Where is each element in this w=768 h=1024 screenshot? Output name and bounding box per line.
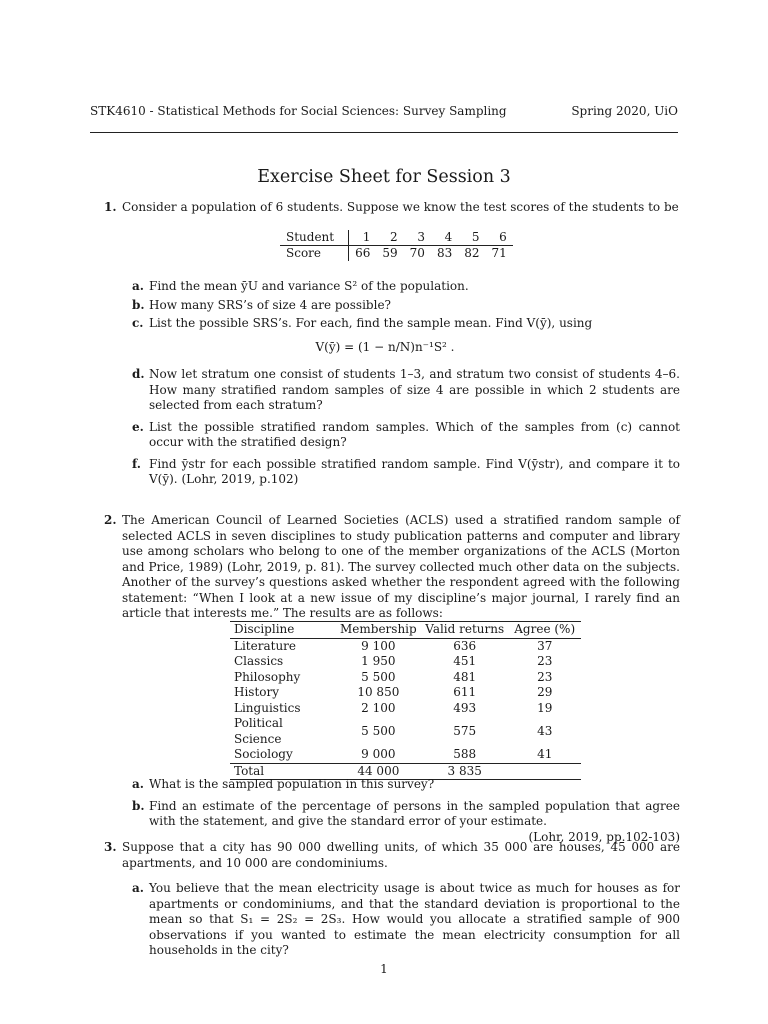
exercise-intro: Suppose that a city has 90 000 dwelling units, of which 35 000 are houses, 45 000 are apartments, and 10 000 are condominiums. bbox=[122, 840, 680, 870]
page-title: Exercise Sheet for Session 3 bbox=[257, 167, 511, 187]
table-cell: 493 bbox=[453, 700, 477, 715]
item-label: d. bbox=[132, 367, 145, 381]
table-cell: 1 bbox=[349, 230, 377, 246]
table-cell: 3 835 bbox=[421, 763, 509, 780]
table-header-row bbox=[230, 622, 581, 639]
table-cell: 9 100 bbox=[361, 638, 396, 653]
table-cell: 5 bbox=[458, 230, 485, 246]
table-cell: 10 850 bbox=[357, 685, 400, 699]
page-number: 1 bbox=[380, 962, 388, 976]
item-text: How many SRS’s of size 4 are possible? bbox=[149, 297, 391, 312]
item-text: Now let stratum one consist of students 1–3, and stratum two consist of students 4–6. How many stratified random samples of size 4 are possible in which 2 students are selected from each stratum? bbox=[149, 367, 680, 412]
list-item bbox=[122, 457, 680, 488]
table-cell: 59 bbox=[382, 246, 398, 260]
scores-table bbox=[280, 230, 513, 261]
table-cell: 66 bbox=[355, 246, 371, 260]
item-text: You believe that the mean electricity usage is about twice as much for houses as for apartments or condominiums, and that the standard deviation is proportional to the mean so that S₁ = 2S₂ = 2S₃. How would you allocate a stratified sample of 900 observations if you wanted to estimate the mean electricity consumption for all households in the city? bbox=[149, 881, 680, 957]
table-cell: 23 bbox=[537, 654, 553, 668]
table-cell: History bbox=[234, 685, 280, 699]
row-label: Student bbox=[280, 230, 349, 246]
exercise-1 bbox=[90, 200, 680, 216]
table-cell: 9 000 bbox=[361, 747, 396, 761]
list-item bbox=[122, 420, 680, 451]
table-row bbox=[280, 246, 513, 262]
item-label: a. bbox=[132, 777, 144, 791]
course-title: STK4610 - Statistical Methods for Social Sciences: Survey Sampling bbox=[90, 104, 507, 118]
item-label: e. bbox=[132, 419, 144, 434]
table-cell: 588 bbox=[453, 747, 477, 761]
table-row bbox=[230, 638, 581, 654]
table-cell: 23 bbox=[537, 669, 553, 684]
item-text: What is the sampled population in this survey? bbox=[149, 777, 435, 791]
table-row bbox=[230, 685, 581, 701]
table-cell: Sociology bbox=[234, 747, 293, 761]
table-cell: 83 bbox=[436, 246, 453, 260]
table-cell: 5 500 bbox=[361, 723, 396, 738]
list-item bbox=[122, 279, 680, 295]
variance-equation: V(ȳ) = (1 − n/N)n⁻¹S² . bbox=[315, 339, 455, 354]
term-label: Spring 2020, UiO bbox=[571, 104, 678, 118]
list-item bbox=[122, 298, 680, 314]
table-row bbox=[280, 230, 513, 246]
exercise-number: 2. bbox=[104, 513, 117, 527]
exercise-2 bbox=[90, 513, 680, 622]
item-label: a. bbox=[132, 881, 144, 895]
table-cell: 70 bbox=[409, 246, 425, 260]
row-label: Score bbox=[280, 246, 349, 262]
reference: (Lohr, 2019, pp.102-103) bbox=[528, 829, 680, 844]
table-cell: 611 bbox=[453, 685, 477, 699]
column-header: Membership bbox=[336, 622, 421, 639]
item-text bbox=[149, 798, 680, 844]
table-cell: 481 bbox=[453, 669, 477, 684]
table-cell: 41 bbox=[537, 747, 553, 761]
table-cell: 5 500 bbox=[361, 669, 396, 684]
table-cell: Linguistics bbox=[234, 700, 301, 715]
table-row bbox=[230, 701, 581, 717]
list-item bbox=[122, 367, 680, 414]
item-text: Find ȳstr for each possible stratified random sample. Find V(ȳstr), and compare it to V(ȳ). (Lohr, 2019, p.102) bbox=[149, 456, 680, 486]
item-label: b. bbox=[132, 798, 145, 813]
table-cell: 43 bbox=[537, 723, 553, 738]
exercise-3 bbox=[90, 840, 680, 959]
list-item bbox=[122, 798, 680, 844]
table-cell: 37 bbox=[537, 638, 553, 653]
exercise-1-items bbox=[90, 276, 680, 488]
table-cell: 2 100 bbox=[361, 700, 396, 715]
table-cell: Philosophy bbox=[234, 669, 301, 684]
table-cell: 575 bbox=[453, 723, 477, 738]
column-header: Discipline bbox=[230, 622, 336, 639]
item-text: Find the mean ȳU and variance S² of the population. bbox=[149, 279, 469, 293]
table-cell: 6 bbox=[486, 230, 513, 246]
table-cell: 3 bbox=[404, 230, 431, 246]
table-row bbox=[230, 670, 581, 686]
exercise-2-items bbox=[90, 774, 680, 845]
table-cell: 2 bbox=[376, 230, 403, 246]
item-label: b. bbox=[132, 297, 145, 312]
table-cell: Total bbox=[230, 763, 336, 780]
column-header: Agree (%) bbox=[509, 622, 581, 639]
list-item bbox=[122, 881, 680, 959]
table-row bbox=[230, 747, 581, 763]
item-text: List the possible stratified random samples. Which of the samples from (c) cannot occur with the stratified design? bbox=[149, 419, 680, 449]
table-cell: 4 bbox=[431, 230, 458, 246]
page-header bbox=[90, 104, 678, 120]
list-item bbox=[122, 777, 680, 793]
table-cell: Political Science bbox=[234, 716, 283, 746]
table-cell: 71 bbox=[491, 246, 507, 260]
item-label: c. bbox=[132, 316, 144, 330]
table-cell: Classics bbox=[234, 654, 284, 668]
table-cell: 1 950 bbox=[361, 654, 396, 668]
exercise-number: 3. bbox=[104, 840, 117, 854]
header-rule bbox=[90, 132, 678, 133]
table-cell: 44 000 bbox=[336, 763, 421, 780]
table-cell: 451 bbox=[453, 654, 477, 668]
table-row bbox=[230, 654, 581, 670]
item-label: a. bbox=[132, 279, 144, 293]
table-cell: 636 bbox=[453, 638, 477, 653]
exercise-intro: Consider a population of 6 students. Suppose we know the test scores of the students to be bbox=[122, 200, 679, 214]
list-item bbox=[122, 316, 680, 332]
table-cell: 29 bbox=[537, 685, 553, 699]
item-text: List the possible SRS’s. For each, find the sample mean. Find V(ȳ), using bbox=[149, 316, 593, 330]
exercise-number: 1. bbox=[104, 200, 117, 214]
table-cell: 19 bbox=[537, 700, 553, 715]
table-cell: 82 bbox=[464, 246, 480, 260]
column-header: Valid returns bbox=[421, 622, 509, 639]
exercise-intro: The American Council of Learned Societies (ACLS) used a stratified random sample of selected ACLS in seven disciplines to study publication patterns and computer and library use among scholars who belong to one of the member organizations of the ACLS (Morton and Price, 1989) (Lohr, 2019, p. 81). The survey collected much other data on the subjects. Another of the survey’s questions asked whether the respondent agreed with the following statement: “When I look at a new issue of my discipline’s major journal, I rarely find an article that interests me.” The results are as follows: bbox=[122, 513, 680, 620]
table-cell: Literature bbox=[234, 638, 297, 653]
item-text-body: Find an estimate of the percentage of persons in the sampled population that agree with the statement, and give the standard error of your estimate. bbox=[149, 798, 680, 828]
acls-table bbox=[230, 621, 581, 780]
table-row bbox=[230, 716, 581, 747]
item-label: f. bbox=[132, 456, 141, 471]
